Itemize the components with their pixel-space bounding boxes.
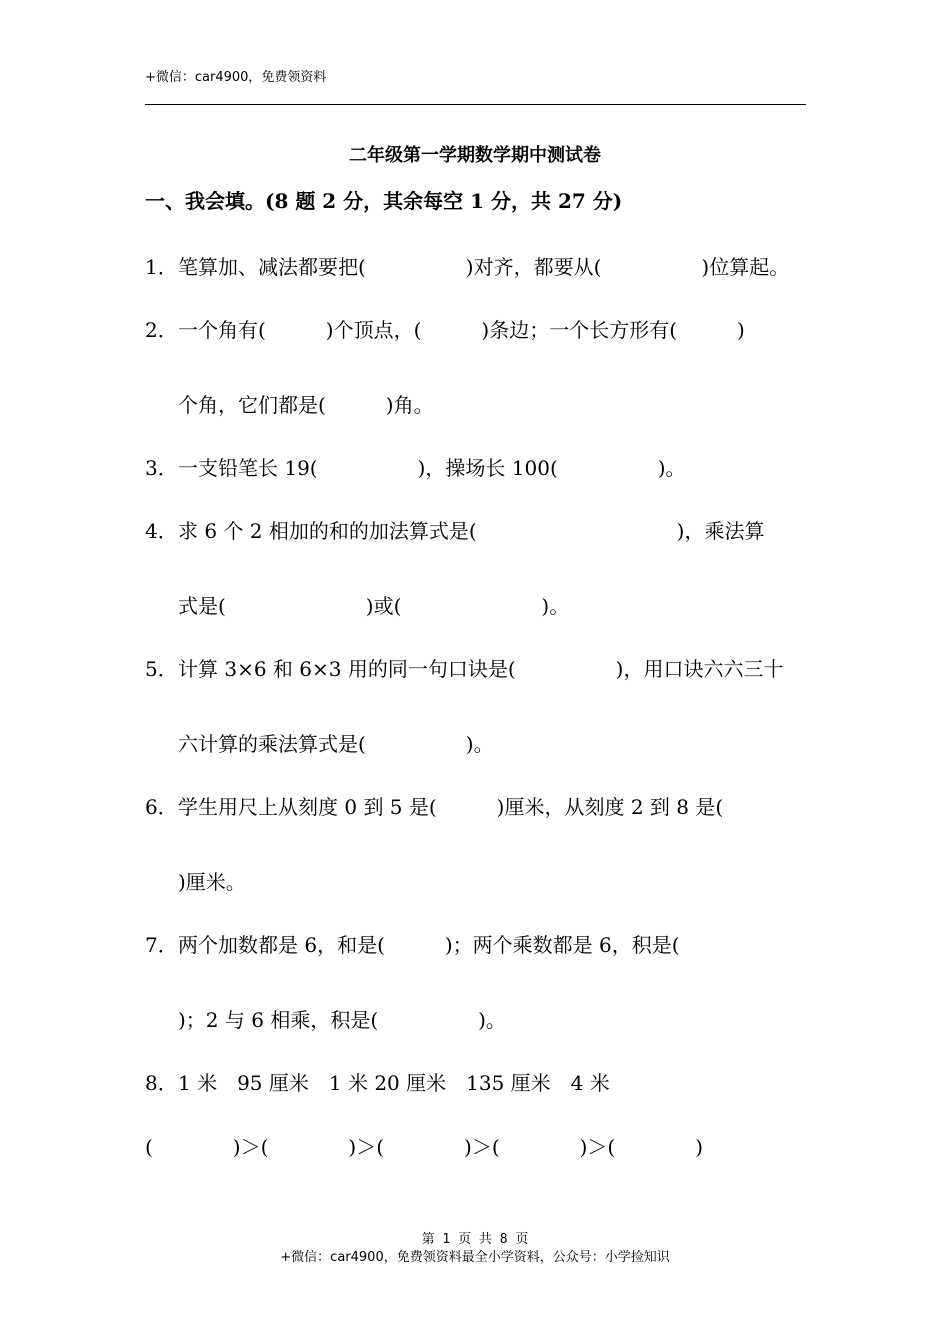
header-divider <box>145 104 806 105</box>
question-text-continued: 式是( )或( )。 <box>178 594 570 618</box>
question-number: 8． <box>145 1071 178 1095</box>
question-text: 两个加数都是 6，和是( )；两个乘数都是 6，积是( <box>178 933 680 957</box>
section-heading: 一、我会填。(8 题 2 分，其余每空 1 分，共 27 分) <box>145 189 623 213</box>
question-text-continued: 六计算的乘法算式是( )。 <box>178 732 494 756</box>
question-text-continued: )厘米。 <box>178 870 246 894</box>
page-number: 第 1 页 共 8 页 <box>421 1232 529 1247</box>
question-text-continued: )；2 与 6 相乘，积是( )。 <box>178 1008 506 1032</box>
question-text: 计算 3×6 和 6×3 用的同一句口诀是( )，用口诀六六三十 <box>178 657 784 681</box>
question-number: 1． <box>145 255 178 279</box>
question-number: 2． <box>145 318 178 342</box>
header-note: +微信：car4900，免费领资料 <box>145 70 327 85</box>
question-number: 5． <box>145 657 178 681</box>
question-number: 3． <box>145 456 178 480</box>
footer-note: +微信：car4900，免费领资料最全小学资料，公众号：小学捡知识 <box>280 1250 670 1265</box>
page-title: 二年级第一学期数学期中测试卷 <box>349 145 601 166</box>
answer-ordering-line: ( )＞( )＞( )＞( )＞( ) <box>145 1135 704 1159</box>
question-text: 一支铅笔长 19( )，操场长 100( )。 <box>178 456 686 480</box>
question-number: 7． <box>145 933 178 957</box>
question-number: 4． <box>145 519 178 543</box>
question-text-continued: 个角，它们都是( )角。 <box>178 393 434 417</box>
question-text: 1 米 95 厘米 1 米 20 厘米 135 厘米 4 米 <box>178 1071 610 1095</box>
question-text: 笔算加、减法都要把( )对齐，都要从( )位算起。 <box>178 255 790 279</box>
question-text: 一个角有( )个顶点，( )条边；一个长方形有( ) <box>178 318 745 342</box>
question-text: 求 6 个 2 相加的和的加法算式是( )，乘法算 <box>178 519 765 543</box>
question-text: 学生用尺上从刻度 0 到 5 是( )厘米，从刻度 2 到 8 是( <box>178 795 724 819</box>
question-number: 6． <box>145 795 178 819</box>
